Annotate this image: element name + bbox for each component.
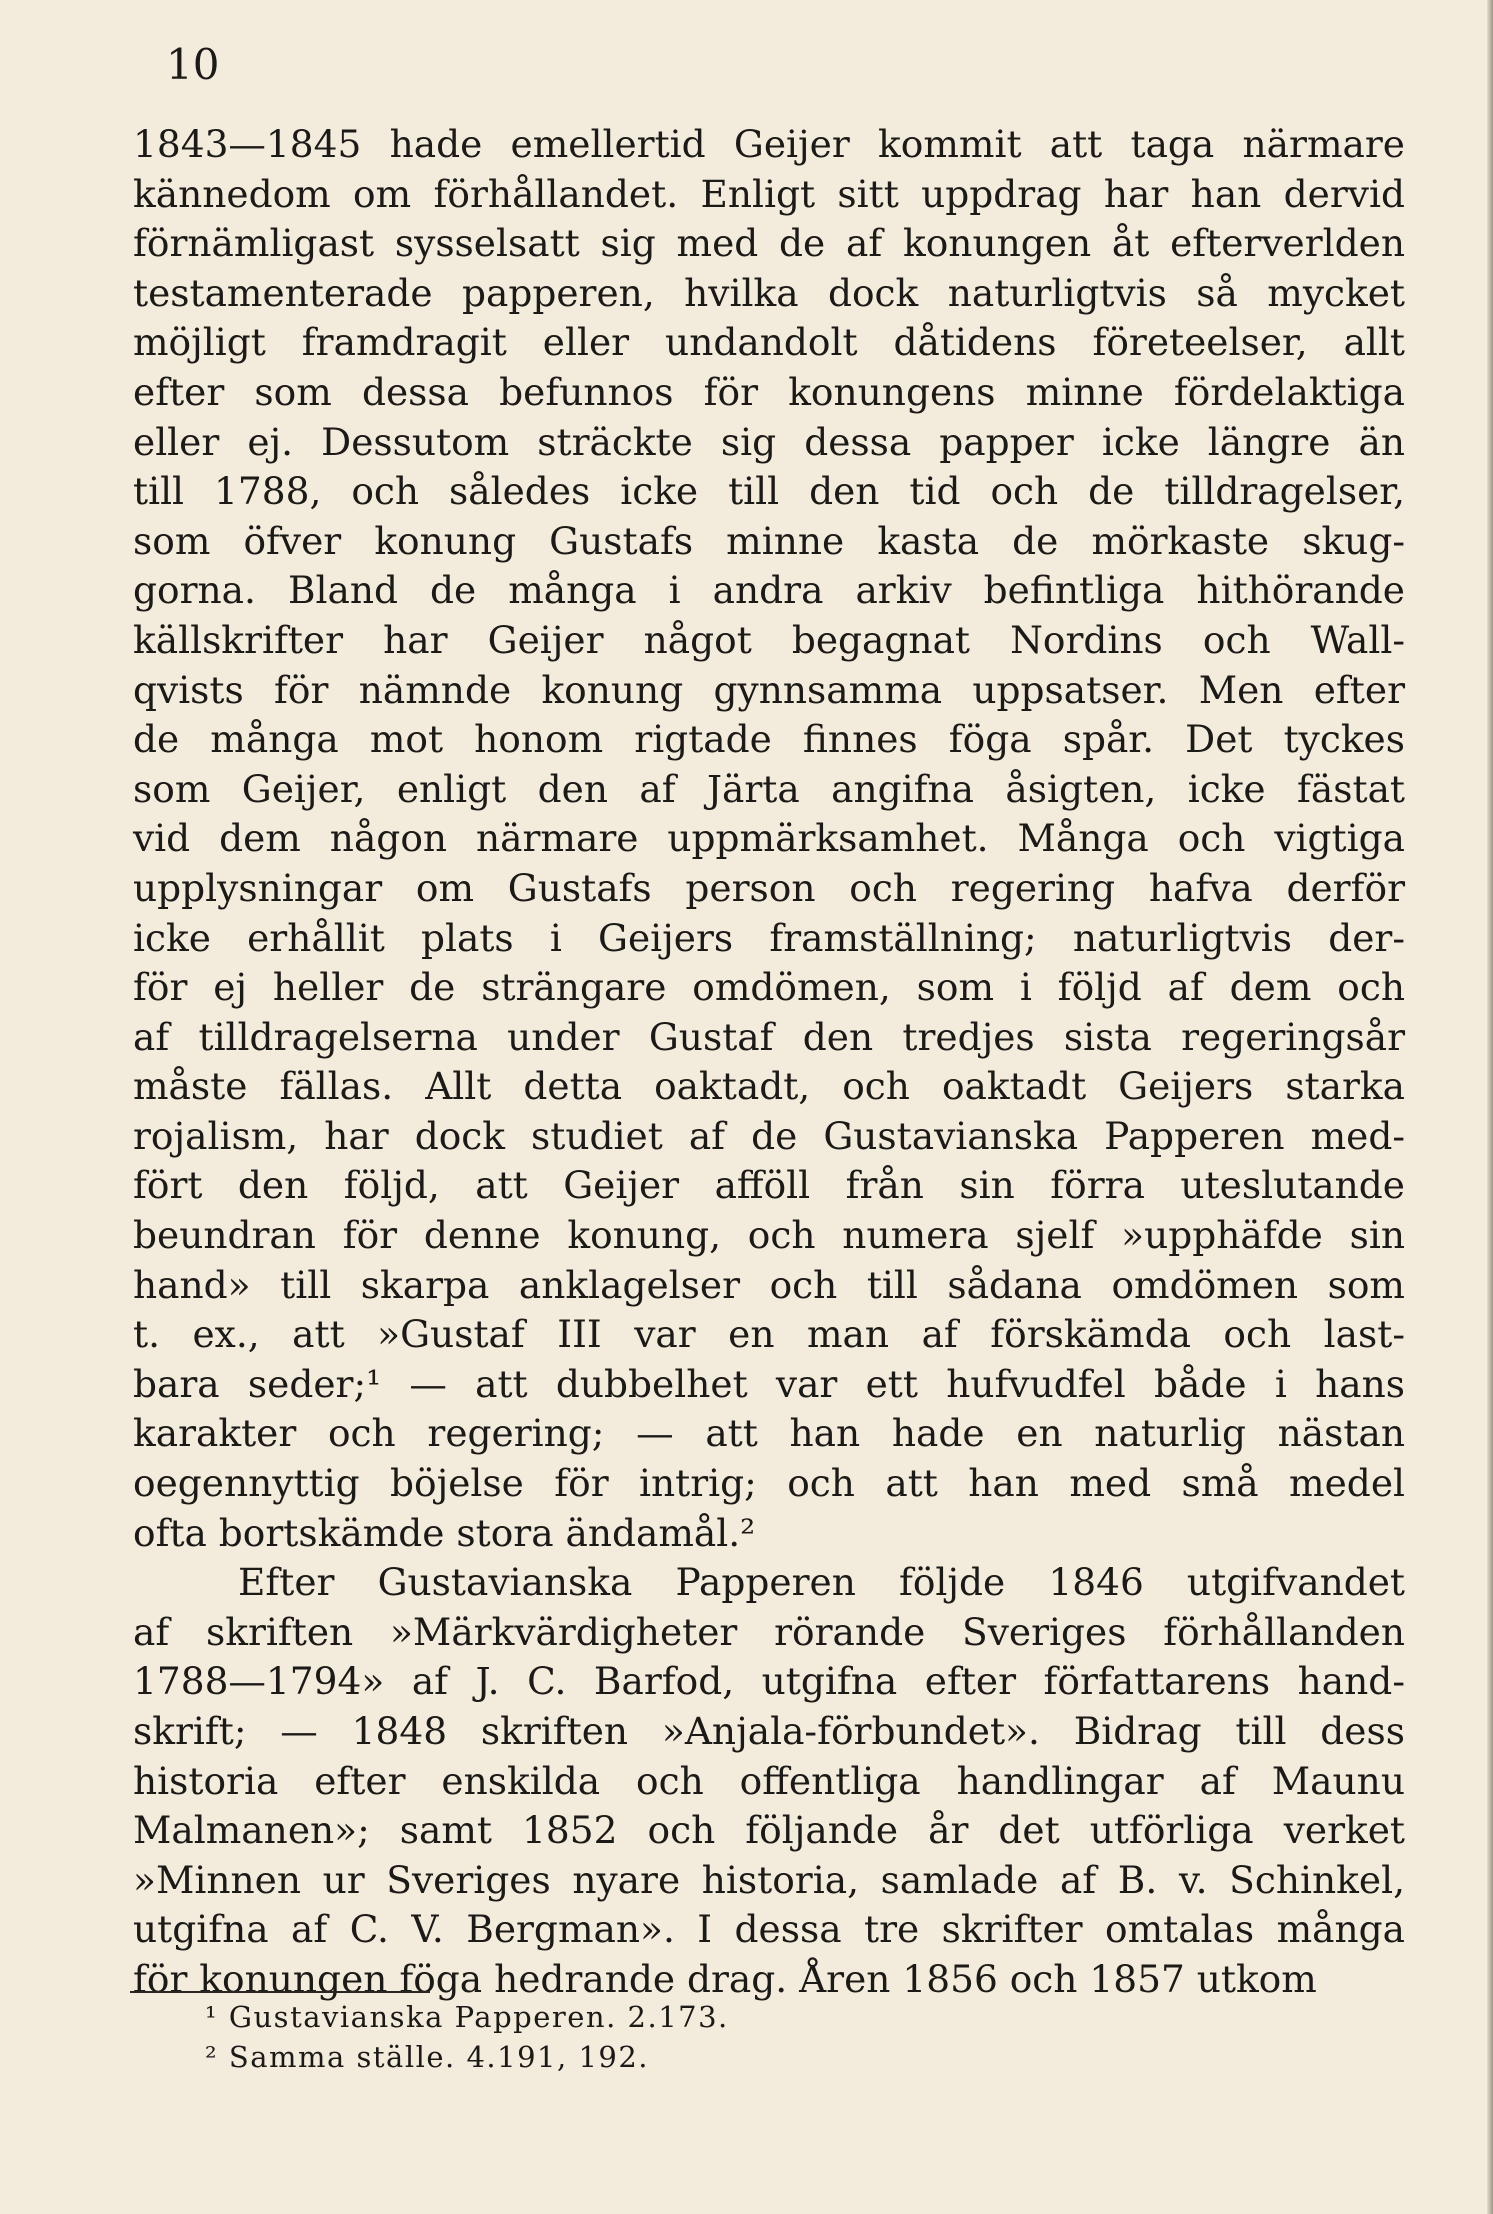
text-line: upplysningar om Gustafs person och regering hafva derför (133, 865, 1405, 910)
text-line: gorna. Bland de många i andra arkiv befintliga hithörande (133, 568, 1405, 613)
text-line: som öfver konung Gustafs minne kasta de mörkaste skug- (133, 518, 1405, 563)
text-line: bara seder;¹ — att dubbelhet var ett hufvudfel både i hans (133, 1361, 1405, 1406)
text-line: af skriften »Märkvärdigheter rörande Sveriges förhållanden (133, 1609, 1405, 1654)
text-line: källskrifter har Geijer något begagnat Nordins och Wall- (133, 617, 1405, 662)
text-line: Malmanen»; samt 1852 och följande år det utförliga verket (133, 1808, 1405, 1853)
text-line: måste fällas. Allt detta oaktadt, och oaktadt Geijers starka (133, 1064, 1405, 1109)
page-number: 10 (166, 40, 220, 89)
footnote: ¹ Gustavianska Papperen. 2.173. (205, 2000, 729, 2034)
text-line: beundran för denne konung, och numera sjelf »upphäfde sin (133, 1213, 1405, 1258)
text-line: oegennyttig böjelse för intrig; och att han med små medel (133, 1461, 1405, 1506)
text-line: för konungen föga hedrande drag. Åren 1856 och 1857 utkom (133, 1956, 1317, 2001)
text-line: icke erhållit plats i Geijers framställning; naturligtvis der- (133, 915, 1405, 960)
text-line: utgifna af C. V. Bergman». I dessa tre skrifter omtalas många (133, 1907, 1405, 1952)
text-line: som Geijer, enligt den af Järta angifna åsigten, icke fästat (133, 766, 1405, 811)
paragraph-start-line: Efter Gustavianska Papperen följde 1846 utgifvandet (238, 1560, 1405, 1605)
text-line: de många mot honom rigtade finnes föga spår. Det tyckes (133, 717, 1405, 762)
text-line: hand» till skarpa anklagelser och till sådana omdömen som (133, 1262, 1405, 1307)
footnotes (205, 1997, 1305, 2077)
text-line: rojalism, har dock studiet af de Gustavianska Papperen med- (133, 1113, 1405, 1158)
text-line: t. ex., att »Gustaf III var en man af förskämda och last- (133, 1312, 1405, 1357)
text-line: testamenterade papperen, hvilka dock naturligtvis så mycket (133, 270, 1405, 315)
text-line: möjligt framdragit eller undandolt dåtidens företeelser, allt (133, 320, 1405, 365)
text-line: eller ej. Dessutom sträckte sig dessa papper icke längre än (133, 419, 1405, 464)
text-line: förnämligast sysselsatt sig med de af konungen åt efterverlden (133, 221, 1405, 266)
text-line: »Minnen ur Sveriges nyare historia, samlade af B. v. Schinkel, (133, 1857, 1405, 1902)
text-line: till 1788, och således icke till den tid och de tilldragelser, (133, 469, 1405, 514)
body-text (133, 120, 1405, 2005)
text-line: karakter och regering; — att han hade en naturlig nästan (133, 1411, 1405, 1456)
text-line: skrift; — 1848 skriften »Anjala-förbundet». Bidrag till dess (133, 1709, 1405, 1753)
text-line: fört den följd, att Geijer afföll från sin förra uteslutande (133, 1163, 1405, 1208)
text-line: af tilldragelserna under Gustaf den tredjes sista regeringsår (133, 1014, 1405, 1059)
text-line: ofta bortskämde stora ändamål.² (133, 1510, 756, 1555)
page-edge-shadow (1487, 0, 1493, 2214)
text-line: vid dem någon närmare uppmärksamhet. Många och vigtiga (133, 816, 1405, 861)
text-line: efter som dessa befunnos för konungens minne fördelaktiga (133, 369, 1405, 414)
text-line: kännedom om förhållandet. Enligt sitt uppdrag har han dervid (133, 171, 1405, 216)
footnote: ² Samma ställe. 4.191, 192. (205, 2040, 650, 2074)
text-line: 1788—1794» af J. C. Barfod, utgifna efter författarens hand- (133, 1659, 1405, 1704)
text-line: qvists för nämnde konung gynnsamma uppsatser. Men efter (133, 667, 1405, 712)
text-line: för ej heller de strängare omdömen, som i följd af dem och (133, 965, 1405, 1010)
text-line: historia efter enskilda och offentliga handlingar af Maunu (133, 1758, 1405, 1803)
footnote-divider (130, 1991, 430, 1993)
text-line: 1843—1845 hade emellertid Geijer kommit att taga närmare (133, 122, 1405, 166)
